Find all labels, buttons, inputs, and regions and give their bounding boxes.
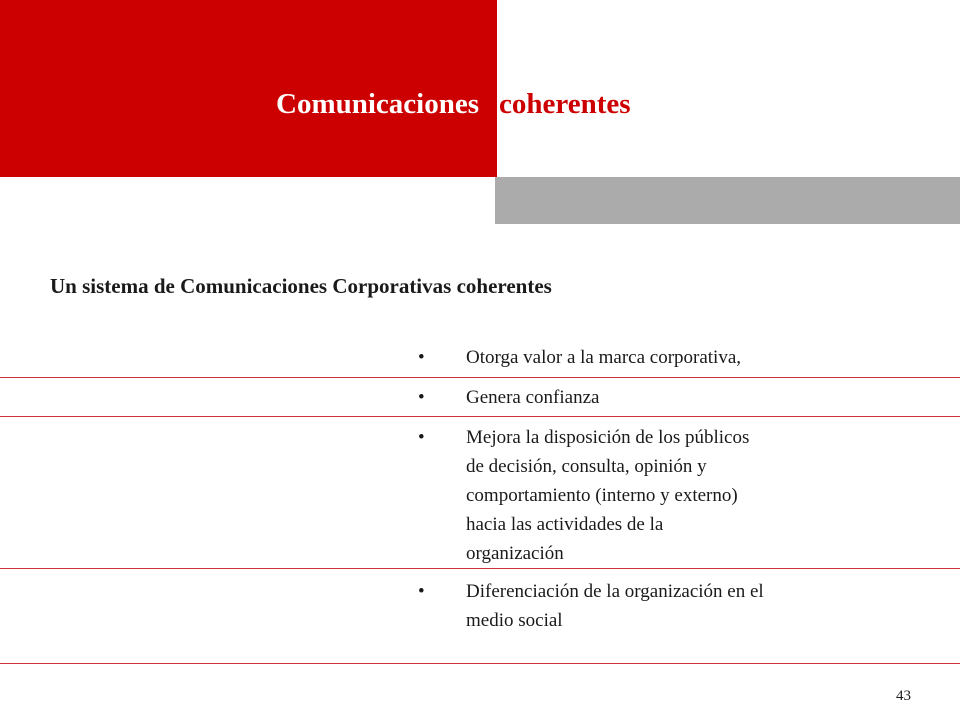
bullet-text: [466, 383, 886, 412]
bullet-text: [466, 343, 886, 372]
slide-title: [0, 84, 960, 124]
row-divider: [0, 663, 960, 664]
row-divider: [0, 416, 960, 417]
bullet-line: hacia las actividades de la: [466, 514, 664, 535]
bullet-line: Mejora la disposición de los públicos: [466, 427, 750, 448]
page-number: 43: [896, 688, 911, 704]
bullet-text: [466, 423, 886, 568]
slide-title-part1: Comunicaciones: [276, 88, 479, 120]
bullet-dot: •: [418, 581, 425, 602]
bullet-line: comportamiento (interno y externo): [466, 485, 738, 506]
bullet-line: organización: [466, 543, 564, 564]
bullet-dot: •: [418, 387, 425, 408]
row-divider: [0, 568, 960, 569]
bullet-text: [466, 577, 886, 635]
bullet-line: Genera confianza: [466, 387, 600, 408]
slide-title-part2: coherentes: [499, 88, 631, 120]
slide-subtitle: Un sistema de Comunicaciones Corporativas coherentes: [50, 274, 552, 298]
row-divider: [0, 377, 960, 378]
bullet-line: de decisión, consulta, opinión y: [466, 456, 707, 477]
title-gray-bar: [495, 177, 960, 224]
bullet-dot: •: [418, 347, 425, 368]
bullet-dot: •: [418, 427, 425, 448]
bullet-line: Otorga valor a la marca corporativa,: [466, 347, 742, 368]
bullet-line: Diferenciación de la organización en el: [466, 581, 764, 602]
bullet-line: medio social: [466, 610, 563, 631]
